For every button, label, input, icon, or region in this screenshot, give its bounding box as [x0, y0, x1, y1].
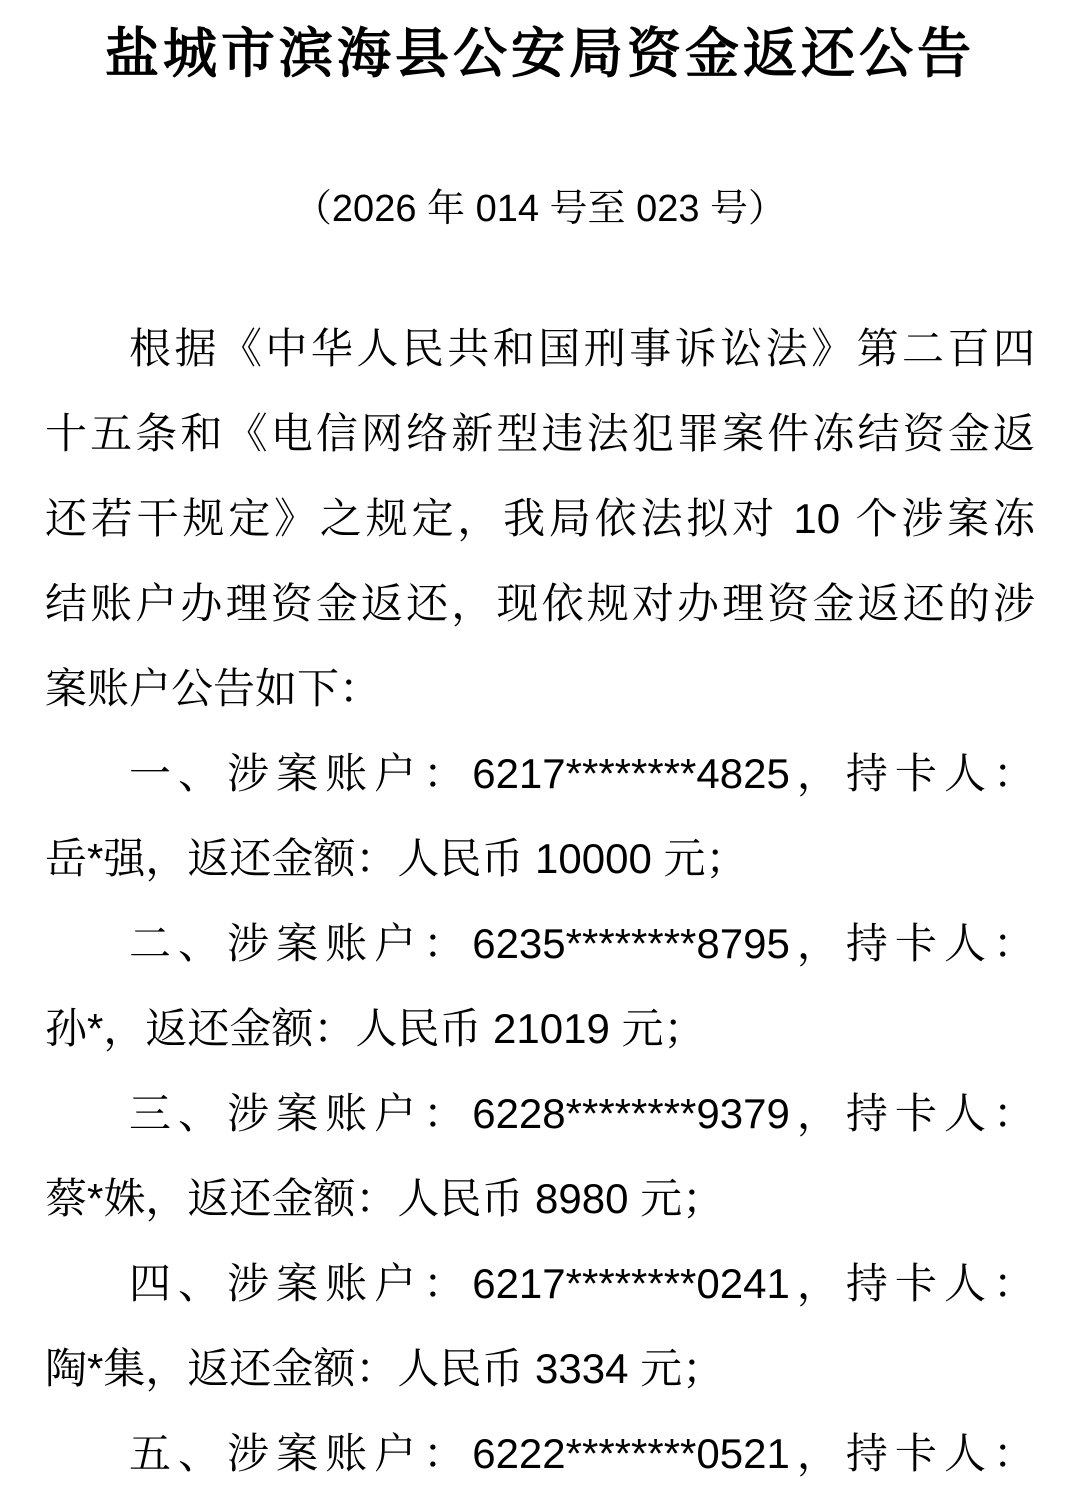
- entry-amount-line: 岳*强，返还金额：人民币 10000 元；: [45, 835, 748, 882]
- document-title: 盐城市滨海县公安局资金返还公告: [105, 24, 975, 84]
- entry-account-line: 一、涉案账户：6217********4825，持卡人：: [129, 750, 1035, 797]
- entry-account-line: 二、涉案账户：6235********8795，持卡人：: [129, 920, 1035, 967]
- fund-return-entry: [45, 1241, 1035, 1411]
- fund-return-entry: [45, 1071, 1035, 1241]
- entry-amount-line: 蔡*姝，返还金额：人民币 8980 元；: [45, 1175, 725, 1222]
- intro-line: 十五条和《电信网络新型违法犯罪案件冻结资金返: [45, 410, 1035, 457]
- intro-line: 还若干规定》之规定，我局依法拟对 10 个涉案冻: [45, 495, 1035, 542]
- entry-amount-line: 孙*，返还金额：人民币 21019 元；: [45, 1005, 706, 1052]
- entry-account-line: 三、涉案账户：6228********9379，持卡人：: [129, 1090, 1035, 1137]
- entry-amount-line: 陶*集，返还金额：人民币 3334 元；: [45, 1345, 725, 1392]
- document-number: （2026 年 014 号至 023 号）: [293, 188, 787, 230]
- document-body: [45, 306, 1035, 1496]
- fund-return-entry: [45, 901, 1035, 1071]
- intro-paragraph: [45, 306, 1035, 731]
- fund-return-entry: [45, 731, 1035, 901]
- intro-line: 根据《中华人民共和国刑事诉讼法》第二百四: [129, 325, 1035, 372]
- entry-account-line: 五、涉案账户：6222********0521，持卡人：: [129, 1430, 1035, 1477]
- fund-return-entry: [45, 1411, 1035, 1496]
- entry-account-line: 四、涉案账户：6217********0241，持卡人：: [129, 1260, 1035, 1307]
- intro-line: 案账户公告如下：: [45, 665, 382, 712]
- intro-line: 结账户办理资金返还，现依规对办理资金返还的涉: [45, 580, 1035, 627]
